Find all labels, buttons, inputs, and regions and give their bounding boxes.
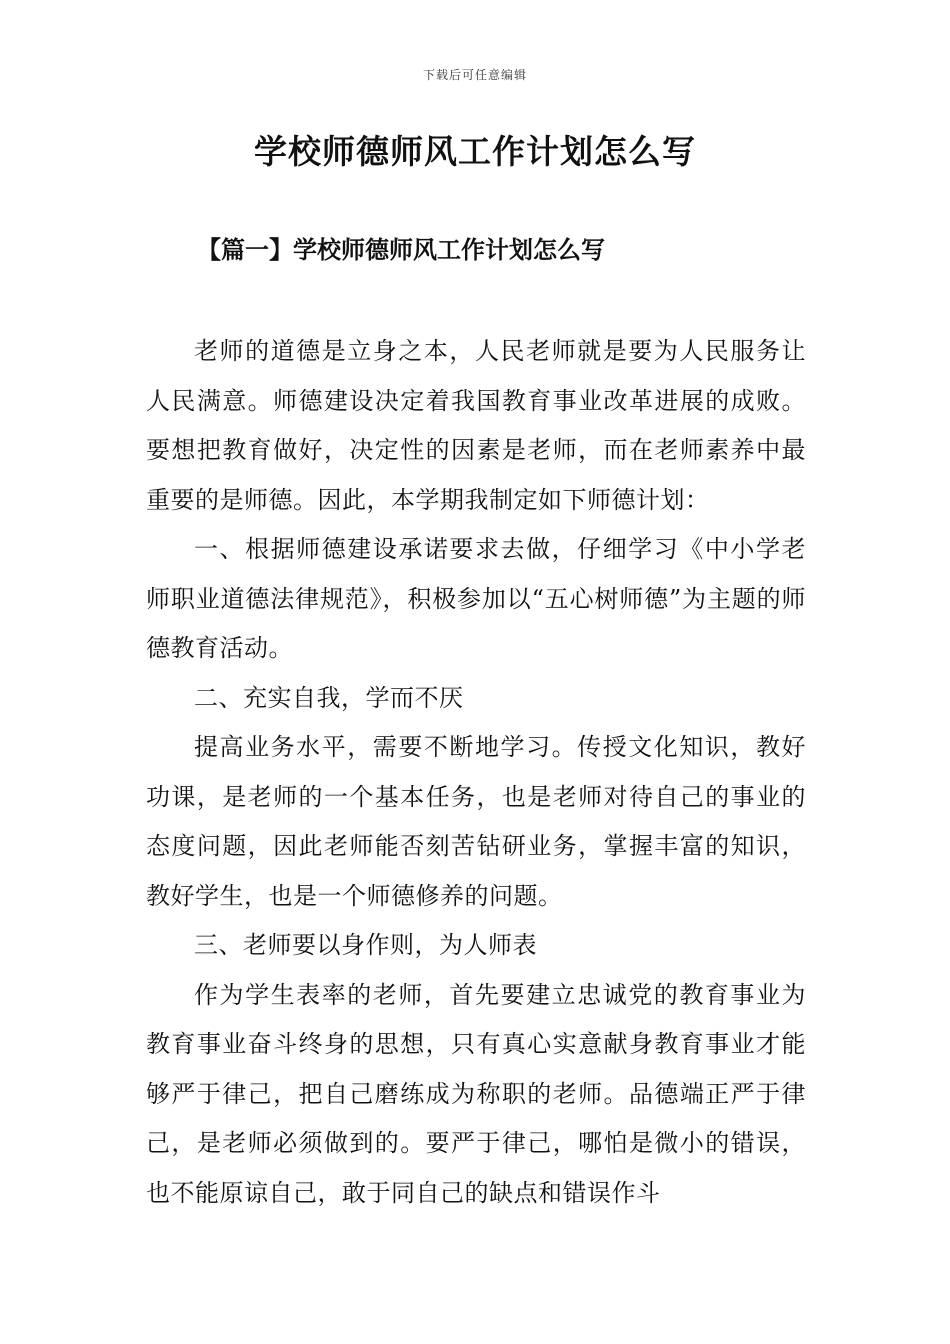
section-heading: 【篇一】学校师德师风工作计划怎么写: [197, 235, 605, 264]
document-body: [146, 327, 806, 1218]
paragraph-intro: 老师的道德是立身之本，人民老师就是要为人民服务让人民满意。师德建设决定着我国教育事业改革进展的成败。要想把教育做好，决定性的因素是老师，而在老师素养中最重要的是师德。因此，本学期我制定如下师德计划：: [146, 337, 806, 514]
page-header-note: 下载后可任意编辑: [422, 68, 527, 82]
paragraph-point-three-heading: 三、老师要以身作则，为人师表: [194, 931, 537, 959]
paragraph-point-one: 一、根据师德建设承诺要求去做，仔细学习《中小学老师职业道德法律规范》，积极参加以“五心树师德”为主题的师德教育活动。: [146, 535, 806, 662]
document-title: 学校师德师风工作计划怎么写: [254, 132, 696, 171]
paragraph-point-two-body: 提高业务水平，需要不断地学习。传授文化知识，教好功课，是老师的一个基本任务，也是老师对待自己的事业的态度问题，因此老师能否刻苦钻研业务，掌握丰富的知识，教好学生，也是一个师德修养的问题。: [146, 733, 806, 910]
paragraph-point-three-body: 作为学生表率的老师，首先要建立忠诚党的教育事业为教育事业奋斗终身的思想，只有真心实意献身教育事业才能够严于律己，把自己磨练成为称职的老师。品德端正严于律己，是老师必须做到的。要严于律己，哪怕是微小的错误，也不能原谅自己，敢于同自己的缺点和错误作斗: [146, 980, 806, 1207]
paragraph-point-two-heading: 二、充实自我，学而不厌: [194, 683, 464, 712]
